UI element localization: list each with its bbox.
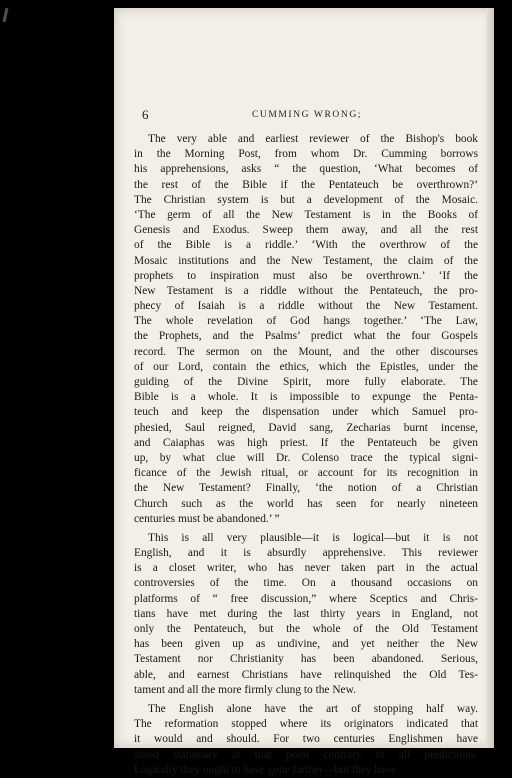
text-line: tians have met during the last thirty years in England, not: [134, 607, 478, 620]
text-line: Logically they ought to have gone farther—but they have: [134, 763, 396, 776]
text-line: ficance of the Jewish ritual, or account for its recognition in: [134, 467, 478, 480]
text-line: English, and it is absurdly apprehensive. This reviewer: [134, 547, 478, 560]
text-line: The reformation stopped where its originators indicated that: [134, 718, 478, 731]
text-line: his apprehensions, asks “ the question, ‘What becomes of: [134, 163, 478, 176]
paragraph: [134, 531, 478, 698]
running-head: CUMMING WRONG;: [251, 110, 363, 120]
text-line: platforms of “ free discussion,” where Sceptics and Chris-: [134, 592, 478, 605]
text-line: Church such as the world has seen for nearly nineteen: [134, 497, 478, 510]
text-line: This is all very plausible—it is logical—but it is not: [148, 531, 478, 544]
paragraph: [134, 702, 478, 778]
text-line: tament and all the more firmly clung to the New.: [134, 683, 356, 696]
text-line: guiding of the Divine Spirit, more fully elaborate. The: [134, 376, 478, 388]
body-text: [134, 132, 478, 778]
text-line: New Testament is a riddle without the Pentateuch, the pro-: [134, 284, 478, 297]
text-line: prophets to inspiration must also be overthrown.’ ‘If the: [134, 269, 478, 282]
page-number: 6: [142, 107, 149, 122]
text-line: controversies of the time. On a thousand occasions on: [134, 577, 478, 590]
text-line: is a closet writer, who has never taken part in the actual: [134, 562, 478, 575]
text-line: the Prophets, and the Psalms’ predict what the four Gospels: [134, 330, 478, 343]
text-line: phecy of Isaiah is a riddle without the New Testament.: [134, 300, 478, 313]
text-line: ‘The germ of all the New Testament is in the Books of: [134, 208, 478, 221]
text-line: of our Lord, contain the ethics, which the Epistles, under the: [134, 360, 478, 373]
scan-mark: [3, 8, 9, 22]
text-line: The English alone have the art of stopping half way.: [148, 702, 478, 715]
text-line: The whole revelation of God hangs together.’ ‘The Law,: [134, 315, 478, 328]
text-line: record. The sermon on the Mount, and the other discourses: [134, 345, 478, 358]
text-line: Mosaic institutions and the New Testament, the claim of the: [134, 254, 478, 267]
book-page: [114, 8, 494, 776]
text-line: Genesis and Exodus. Sweep them away, and all the rest: [134, 224, 478, 237]
text-line: The very able and earliest reviewer of the Bishop's book: [148, 133, 478, 145]
paragraph: [134, 132, 478, 527]
text-line: and Caiaphas was high priest. If the Pentateuch be given: [134, 436, 478, 449]
text-line: centuries must be abandoned.’ ”: [134, 512, 280, 525]
text-line: the rest of the Bible if the Pentateuch be overthrown?’: [134, 178, 478, 191]
page-header: [142, 108, 472, 122]
text-line: it would and should. For two centuries Englishmen have: [134, 733, 478, 746]
text-line: up, by what clue will Dr. Colenso trace the typical signi-: [134, 451, 478, 464]
text-line: Bible is a whole. It is impossible to expunge the Penta-: [134, 391, 478, 404]
text-line: able, and earnest Christians have relinquished the Old Tes-: [134, 668, 478, 681]
page-edge: [486, 8, 494, 748]
text-line: Testament nor Christianity has been abandoned. Serious,: [134, 653, 478, 666]
text-line: of the Bible is a riddle.’ ‘With the overthrow of the: [134, 239, 478, 252]
text-line: The Christian system is but a development of the Mosaic.: [134, 193, 478, 206]
text-line: phesied, Saul reigned, David sang, Zecharias burnt incense,: [134, 421, 478, 434]
text-line: has been given up as undivine, and yet neither the New: [134, 638, 478, 651]
text-line: only the Pentateuch, but the whole of the Old Testament: [134, 623, 478, 635]
text-line: teuch and keep the dispensation under which Samuel pro-: [134, 406, 478, 419]
text-line: in the Morning Post, from whom Dr. Cumming borrows: [134, 148, 478, 161]
text-line: the New Testament? Finally, ‘the notion of a Christian: [134, 482, 478, 495]
text-line: stood stationary at that point contrary to all predictions.: [134, 748, 478, 761]
